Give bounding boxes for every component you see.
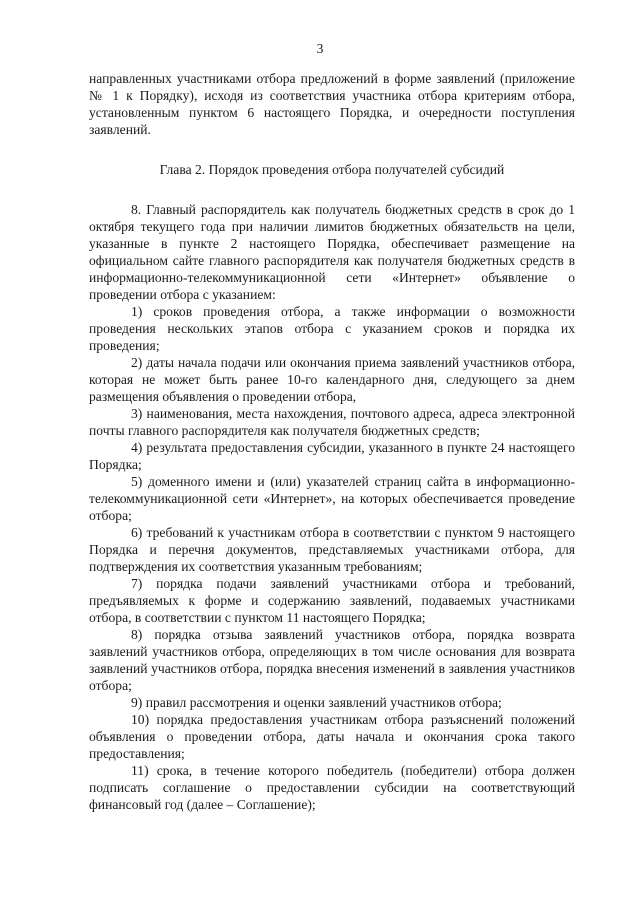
list-item-9: 9) правил рассмотрения и оценки заявлений участников отбора; — [131, 695, 502, 710]
page-number: 3 — [316, 41, 324, 56]
document-body — [89, 70, 575, 813]
list-item-7: 7) порядка подачи заявлений участниками отбора и требований, предъявляемых к форме и содержанию заявлений, подаваемых участниками отбора, в соответствии с пунктом 11 настоящего Порядка; — [89, 576, 575, 625]
list-item-8: 8) порядка отзыва заявлений участников отбора, порядка возврата заявлений участников отбора, определяющих в том числе основания для возврата заявлений участников отбора, порядка внесения изменений в заявления участников отбора; — [89, 627, 575, 693]
list-item-4: 4) результата предоставления субсидии, указанного в пункте 24 настоящего Порядка; — [89, 440, 575, 472]
list-item-11: 11) срока, в течение которого победитель (победители) отбора должен подписать соглашение о предоставлении субсидии на соответствующий финансовый год (далее – Соглашение); — [89, 763, 575, 812]
chapter-title: Глава 2. Порядок проведения отбора получателей субсидий — [159, 162, 505, 177]
list-item-10: 10) порядка предоставления участникам отбора разъяснений положений объявления о проведении отбора, даты начала и окончания срока такого предоставления; — [89, 712, 575, 761]
intro-paragraph: направленных участниками отбора предложений в форме заявлений (приложение № 1 к Порядку), исходя из соответствия участника отбора критериям отбора, установленным пунктом 6 настоящего Порядка, и очередности поступления заявлений. — [89, 71, 575, 137]
list-item-3: 3) наименования, места нахождения, почтового адреса, адреса электронной почты главного распорядителя как получателя бюджетных средств; — [89, 406, 575, 438]
paragraph-8: 8. Главный распорядитель как получатель бюджетных средств в срок до 1 октября текущего года при наличии лимитов бюджетных обязательств на цели, указанные в пункте 2 настоящего Порядка, обеспечивает размещение на официальном сайте главного распорядителя как получателя бюджетных средств в информационно-телекоммуникационной сети «Интернет» объявление о проведении отбора с указанием: — [89, 202, 575, 302]
list-item-5: 5) доменного имени и (или) указателей страниц сайта в информационно-телекоммуникационной сети «Интернет», на которых обеспечивается проведение отбора; — [89, 474, 575, 523]
list-item-2: 2) даты начала подачи или окончания приема заявлений участников отбора, которая не может быть ранее 10-го календарного дня, следующего за днем размещения объявления о проведении отбора, — [89, 355, 575, 404]
list-item-1: 1) сроков проведения отбора, а также информации о возможности проведения нескольких этапов отбора с указанием сроков и порядка их проведения; — [89, 304, 575, 353]
list-item-6: 6) требований к участникам отбора в соответствии с пунктом 9 настоящего Порядка и перечня документов, представляемых участниками отбора, для подтверждения их соответствия указанным требованиям; — [89, 525, 575, 574]
